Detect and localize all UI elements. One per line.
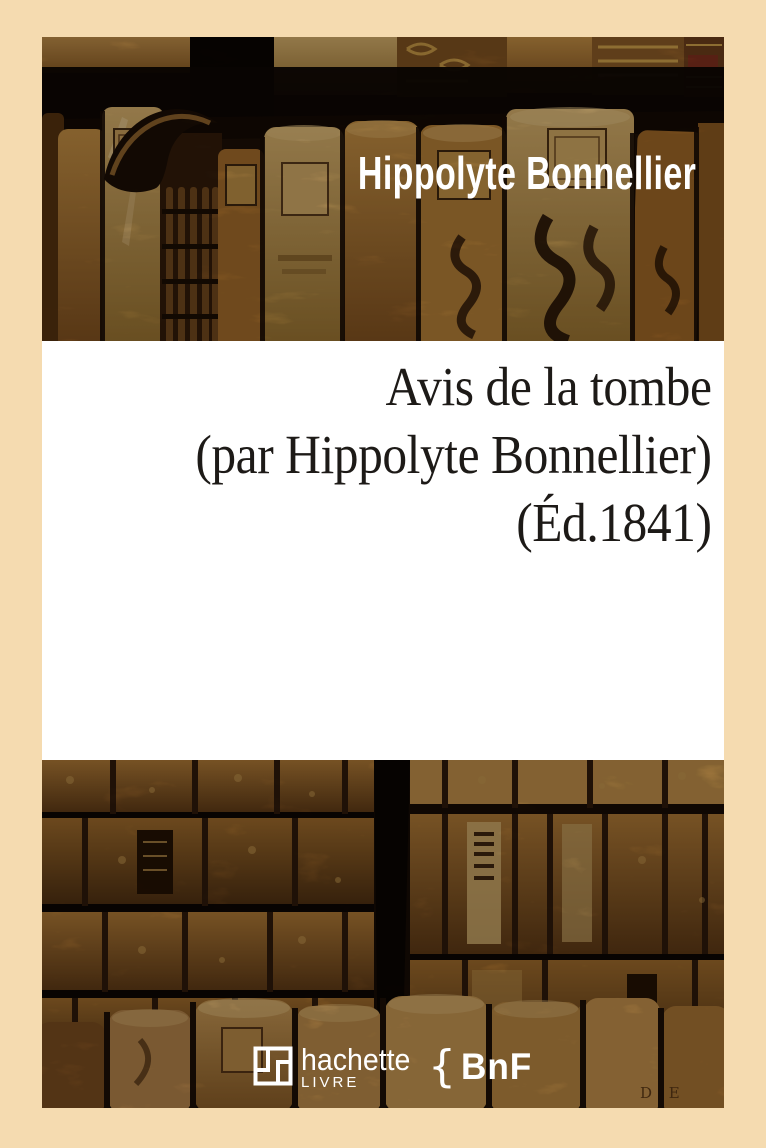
title-line-3: (Éd.1841) <box>515 492 711 553</box>
book-title <box>195 353 711 557</box>
bookstack-photo-bottom <box>42 760 724 1108</box>
title-panel <box>42 341 724 760</box>
old-books-photo-bottom <box>42 760 724 1108</box>
bookshelf-photo-top <box>42 37 724 341</box>
author-name: Hippolyte Bonnellier <box>357 147 696 199</box>
spine-letters: D E <box>640 1084 686 1102</box>
cover-photo-frame <box>42 37 724 1108</box>
title-line-2: (par Hippolyte Bonnellier) <box>194 424 711 485</box>
hachette-livre-label: LIVRE <box>301 1074 360 1091</box>
bnf-brace-icon: { <box>428 1041 456 1092</box>
bnf-name: BnF <box>461 1046 533 1087</box>
hachette-name: hachette <box>301 1042 411 1077</box>
title-line-1: Avis de la tombe <box>385 356 711 417</box>
